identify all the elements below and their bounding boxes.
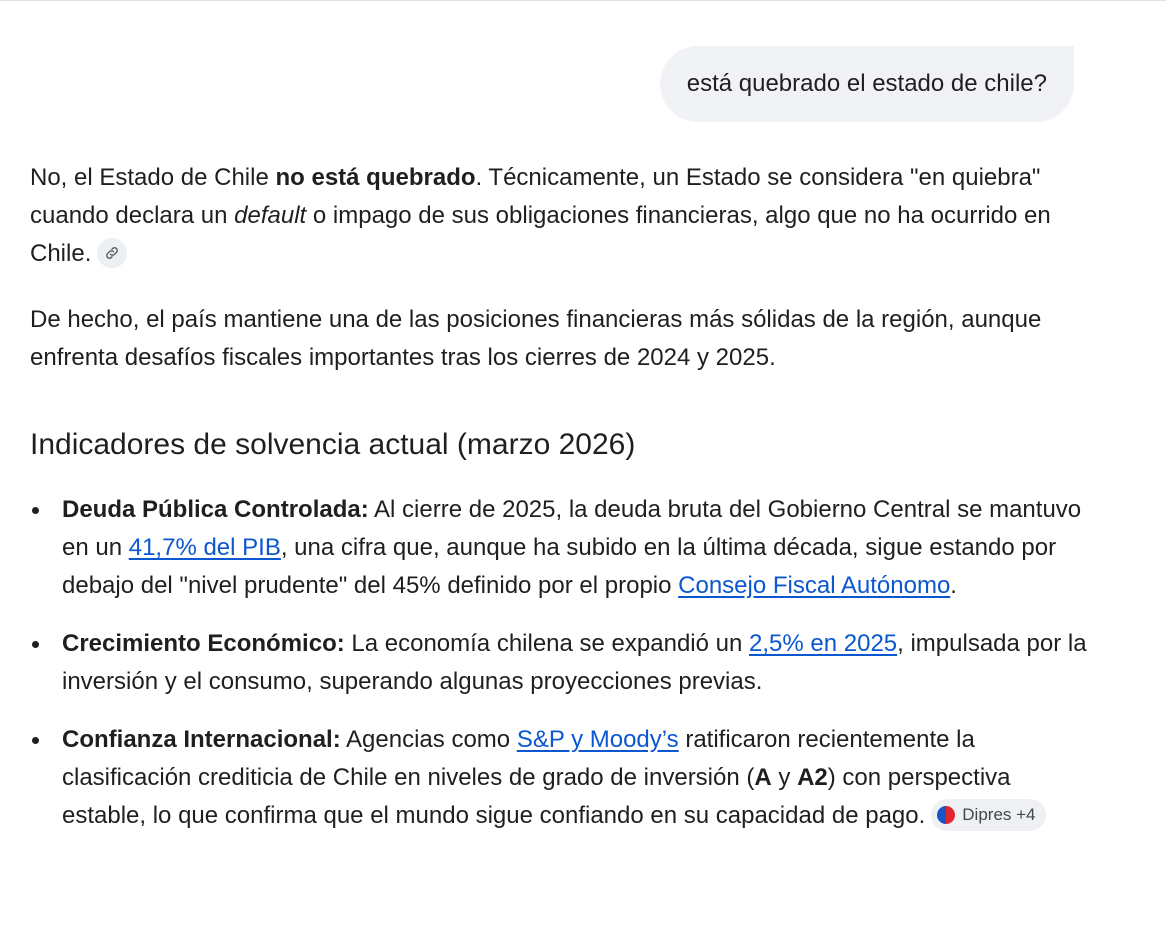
list-item	[30, 721, 1090, 835]
text: No, el Estado de Chile	[30, 164, 276, 191]
italic-text: default	[234, 202, 307, 229]
list-item	[30, 625, 1090, 701]
text: La economía chilena se expandió un	[344, 630, 750, 657]
user-message-text: está quebrado el estado de chile?	[686, 70, 1047, 97]
section-heading: Indicadores de solvencia actual (marzo 2026)	[30, 428, 636, 461]
text: .	[950, 572, 957, 599]
model-response	[30, 159, 1090, 835]
source-chip[interactable]	[931, 799, 1045, 831]
text: . Técnicamente, un Estado se considera "en quiebra" cuando declara un	[30, 164, 1041, 229]
text: Agencias como	[340, 726, 517, 753]
text: , impulsada por la inversión y el consumo, superando algunas proyecciones previas.	[62, 630, 1087, 695]
text: y	[771, 764, 798, 791]
user-message-bubble	[660, 46, 1074, 122]
bullet-list	[30, 491, 1090, 835]
link-deuda-pib[interactable]: 41,7% del PIB	[128, 534, 281, 561]
link-consejo-fiscal[interactable]: Consejo Fiscal Autónomo	[678, 572, 951, 599]
top-divider	[0, 0, 1166, 1]
chile-flag-icon	[937, 806, 955, 824]
link-icon	[104, 245, 120, 261]
source-chip-label: Dipres +4	[962, 804, 1036, 824]
text: o impago de sus obligaciones financieras, algo que no ha ocurrido en Chile.	[30, 202, 1051, 267]
response-paragraph-1	[30, 159, 1090, 273]
text: ratificaron recientemente la clasificación crediticia de Chile en niveles de grado de inversión (	[62, 726, 975, 791]
bullet-label: Deuda Pública Controlada:	[62, 496, 369, 523]
link-crecimiento[interactable]: 2,5% en 2025	[749, 630, 898, 657]
response-paragraph-2: De hecho, el país mantiene una de las posiciones financieras más sólidas de la región, aunque enfrenta desafíos fiscales importantes tras los cierres de 2024 y 2025.	[30, 306, 1042, 371]
link-sp-moodys[interactable]: S&P y Moody’s	[516, 726, 679, 753]
text: ) con perspectiva estable, lo que confirma que el mundo sigue confiando en su capacidad de pago.	[62, 764, 1011, 829]
bold-text: no está quebrado	[275, 164, 476, 191]
text: Al cierre de 2025, la deuda bruta del Gobierno Central se mantuvo en un	[62, 496, 1082, 561]
text: , una cifra que, aunque ha subido en la última década, sigue estando por debajo del "nivel prudente" del 45% definido por el propio	[62, 534, 1057, 599]
bullet-label: Confianza Internacional:	[62, 726, 341, 753]
bullet-label: Crecimiento Económico:	[62, 630, 345, 657]
bold-text: A	[754, 764, 772, 791]
list-item	[30, 491, 1090, 605]
bold-text: A2	[797, 764, 828, 791]
source-link-chip[interactable]	[97, 238, 127, 268]
